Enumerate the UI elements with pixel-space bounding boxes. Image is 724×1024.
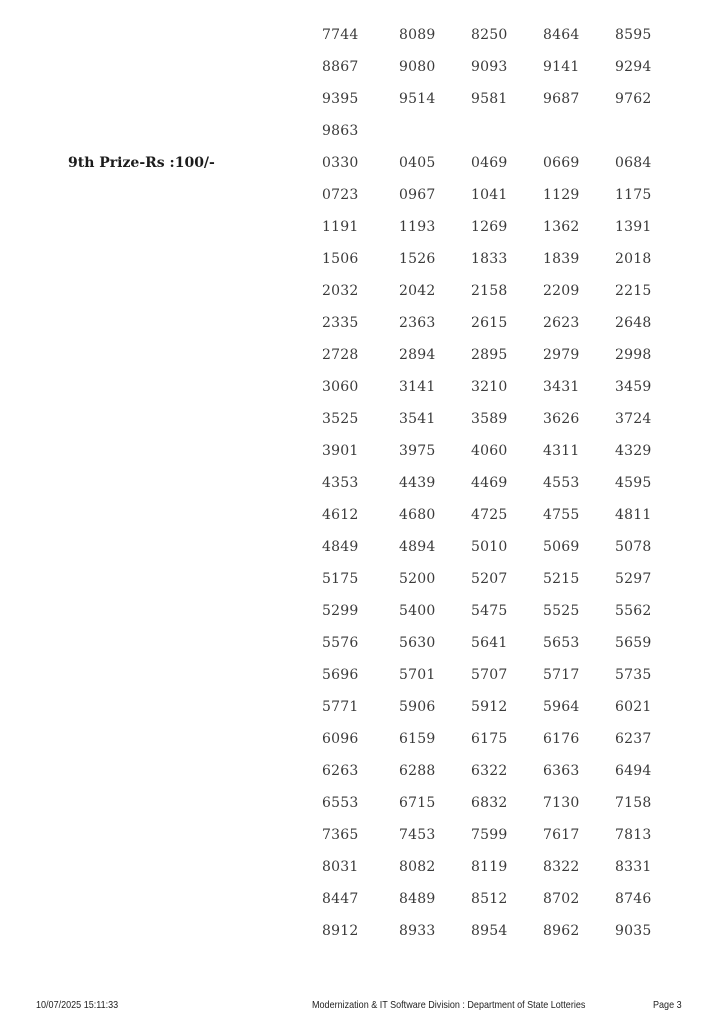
number-row [0, 883, 724, 915]
prize-number: 1506 [322, 251, 359, 267]
prize-number: 2648 [615, 315, 652, 331]
prize-number: 6159 [399, 731, 436, 747]
prize-number: 1839 [543, 251, 580, 267]
prize-number: 1269 [471, 219, 508, 235]
prize-number: 5630 [399, 635, 436, 651]
prize-number: 5207 [471, 571, 508, 587]
prize-number: 9080 [399, 59, 436, 75]
prize-number: 7453 [399, 827, 436, 843]
number-row [0, 275, 724, 307]
prize-number: 5707 [471, 667, 508, 683]
prize-number: 1041 [471, 187, 508, 203]
prize-number: 9141 [543, 59, 580, 75]
prize-number: 3141 [399, 379, 436, 395]
prize-number: 7617 [543, 827, 580, 843]
prize-number: 6021 [615, 699, 652, 715]
prize-number: 5576 [322, 635, 359, 651]
prize-number: 4811 [615, 507, 652, 523]
prize-number: 6237 [615, 731, 652, 747]
number-row [0, 499, 724, 531]
prize-number: 8089 [399, 27, 436, 43]
prize-number: 6832 [471, 795, 508, 811]
number-row [0, 595, 724, 627]
number-row [0, 19, 724, 51]
prize-number: 3975 [399, 443, 436, 459]
number-row [0, 243, 724, 275]
prize-number: 2158 [471, 283, 508, 299]
prize-number: 2979 [543, 347, 580, 363]
prize-number: 4755 [543, 507, 580, 523]
prize-number: 8746 [615, 891, 652, 907]
number-row [0, 307, 724, 339]
prize-number: 2623 [543, 315, 580, 331]
prize-number: 9035 [615, 923, 652, 939]
number-row [0, 755, 724, 787]
number-row [0, 147, 724, 179]
prize-number: 1175 [615, 187, 652, 203]
prize-number: 5175 [322, 571, 359, 587]
prize-number: 1362 [543, 219, 580, 235]
prize-number: 5475 [471, 603, 508, 619]
number-row [0, 723, 724, 755]
prize-number: 2894 [399, 347, 436, 363]
prize-number: 6715 [399, 795, 436, 811]
prize-number: 0669 [543, 155, 580, 171]
number-row [0, 851, 724, 883]
prize-number: 2335 [322, 315, 359, 331]
prize-number: 9762 [615, 91, 652, 107]
prize-number: 9863 [322, 123, 359, 139]
number-row [0, 339, 724, 371]
prize-number: 5400 [399, 603, 436, 619]
prize-number: 2728 [322, 347, 359, 363]
prize-number: 8119 [471, 859, 508, 875]
prize-number: 5525 [543, 603, 580, 619]
prize-number: 2615 [471, 315, 508, 331]
prize-number: 8250 [471, 27, 508, 43]
prize-number: 5717 [543, 667, 580, 683]
prize-number: 6288 [399, 763, 436, 779]
number-grid [0, 19, 724, 947]
prize-number: 9294 [615, 59, 652, 75]
prize-number: 7744 [322, 27, 359, 43]
number-row [0, 371, 724, 403]
prize-number: 6494 [615, 763, 652, 779]
prize-number: 5200 [399, 571, 436, 587]
prize-number: 5735 [615, 667, 652, 683]
prize-number: 4849 [322, 539, 359, 555]
prize-number: 8595 [615, 27, 652, 43]
prize-number: 9395 [322, 91, 359, 107]
prize-number: 4612 [322, 507, 359, 523]
prize-number: 7365 [322, 827, 359, 843]
prize-number: 8031 [322, 859, 359, 875]
prize-number: 4329 [615, 443, 652, 459]
prize-number: 6096 [322, 731, 359, 747]
prize-number: 3060 [322, 379, 359, 395]
number-row [0, 115, 724, 147]
prize-number: 2215 [615, 283, 652, 299]
prize-number: 8702 [543, 891, 580, 907]
prize-number: 7158 [615, 795, 652, 811]
prize-number: 5771 [322, 699, 359, 715]
prize-number: 6363 [543, 763, 580, 779]
prize-number: 3541 [399, 411, 436, 427]
prize-number: 4894 [399, 539, 436, 555]
prize-number: 5641 [471, 635, 508, 651]
prize-number: 2895 [471, 347, 508, 363]
footer-division: Modernization & IT Software Division : Department of State Lotteries [312, 999, 586, 1011]
prize-number: 5696 [322, 667, 359, 683]
prize-number: 2209 [543, 283, 580, 299]
number-row [0, 83, 724, 115]
prize-number: 4353 [322, 475, 359, 491]
prize-number: 0967 [399, 187, 436, 203]
prize-number: 5701 [399, 667, 436, 683]
prize-number: 8322 [543, 859, 580, 875]
prize-number: 6322 [471, 763, 508, 779]
number-row [0, 531, 724, 563]
prize-number: 4311 [543, 443, 580, 459]
prize-number: 8082 [399, 859, 436, 875]
prize-number: 6553 [322, 795, 359, 811]
prize-number: 5215 [543, 571, 580, 587]
prize-number: 3724 [615, 411, 652, 427]
prize-number: 5906 [399, 699, 436, 715]
footer-timestamp: 10/07/2025 15:11:33 [36, 999, 119, 1011]
prize-number: 7813 [615, 827, 652, 843]
prize-number: 2363 [399, 315, 436, 331]
number-row [0, 403, 724, 435]
prize-number: 6175 [471, 731, 508, 747]
prize-number: 5069 [543, 539, 580, 555]
number-row [0, 819, 724, 851]
prize-number: 0330 [322, 155, 359, 171]
prize-number: 7599 [471, 827, 508, 843]
prize-number: 5659 [615, 635, 652, 651]
prize-number: 1526 [399, 251, 436, 267]
prize-number: 4469 [471, 475, 508, 491]
prize-number: 2032 [322, 283, 359, 299]
prize-number: 0469 [471, 155, 508, 171]
prize-tier-label: 9th Prize-Rs :100/- [68, 155, 215, 171]
prize-number: 5299 [322, 603, 359, 619]
prize-number: 8867 [322, 59, 359, 75]
prize-number: 0405 [399, 155, 436, 171]
prize-number: 8962 [543, 923, 580, 939]
prize-number: 5912 [471, 699, 508, 715]
number-row [0, 563, 724, 595]
prize-number: 8489 [399, 891, 436, 907]
prize-number: 1193 [399, 219, 436, 235]
prize-number: 0723 [322, 187, 359, 203]
prize-number: 2042 [399, 283, 436, 299]
prize-number: 2018 [615, 251, 652, 267]
number-row [0, 915, 724, 947]
prize-number: 0684 [615, 155, 652, 171]
prize-number: 4680 [399, 507, 436, 523]
prize-number: 6176 [543, 731, 580, 747]
prize-number: 8933 [399, 923, 436, 939]
prize-number: 8954 [471, 923, 508, 939]
prize-number: 8912 [322, 923, 359, 939]
prize-number: 1129 [543, 187, 580, 203]
prize-number: 9093 [471, 59, 508, 75]
number-row [0, 787, 724, 819]
prize-number: 9687 [543, 91, 580, 107]
prize-number: 3626 [543, 411, 580, 427]
prize-number: 2998 [615, 347, 652, 363]
prize-number: 1833 [471, 251, 508, 267]
number-row [0, 467, 724, 499]
prize-number: 8447 [322, 891, 359, 907]
prize-number: 5562 [615, 603, 652, 619]
prize-number: 9514 [399, 91, 436, 107]
prize-number: 3589 [471, 411, 508, 427]
number-row [0, 179, 724, 211]
footer-page-number: Page 3 [653, 999, 682, 1011]
prize-number: 1391 [615, 219, 652, 235]
prize-number: 8512 [471, 891, 508, 907]
prize-number: 9581 [471, 91, 508, 107]
prize-number: 4439 [399, 475, 436, 491]
number-row [0, 691, 724, 723]
prize-number: 4060 [471, 443, 508, 459]
number-row [0, 627, 724, 659]
prize-number: 5078 [615, 539, 652, 555]
prize-number: 4553 [543, 475, 580, 491]
prize-number: 3525 [322, 411, 359, 427]
prize-number: 5297 [615, 571, 652, 587]
prize-number: 6263 [322, 763, 359, 779]
page-footer [0, 997, 724, 1015]
prize-number: 5010 [471, 539, 508, 555]
prize-number: 8331 [615, 859, 652, 875]
prize-number: 3431 [543, 379, 580, 395]
prize-number: 3459 [615, 379, 652, 395]
number-row [0, 435, 724, 467]
number-row [0, 51, 724, 83]
prize-number: 5964 [543, 699, 580, 715]
prize-number: 1191 [322, 219, 359, 235]
number-row [0, 211, 724, 243]
number-row [0, 659, 724, 691]
prize-number: 5653 [543, 635, 580, 651]
prize-number: 8464 [543, 27, 580, 43]
prize-number: 4595 [615, 475, 652, 491]
prize-number: 4725 [471, 507, 508, 523]
prize-number: 7130 [543, 795, 580, 811]
prize-number: 3901 [322, 443, 359, 459]
prize-number: 3210 [471, 379, 508, 395]
